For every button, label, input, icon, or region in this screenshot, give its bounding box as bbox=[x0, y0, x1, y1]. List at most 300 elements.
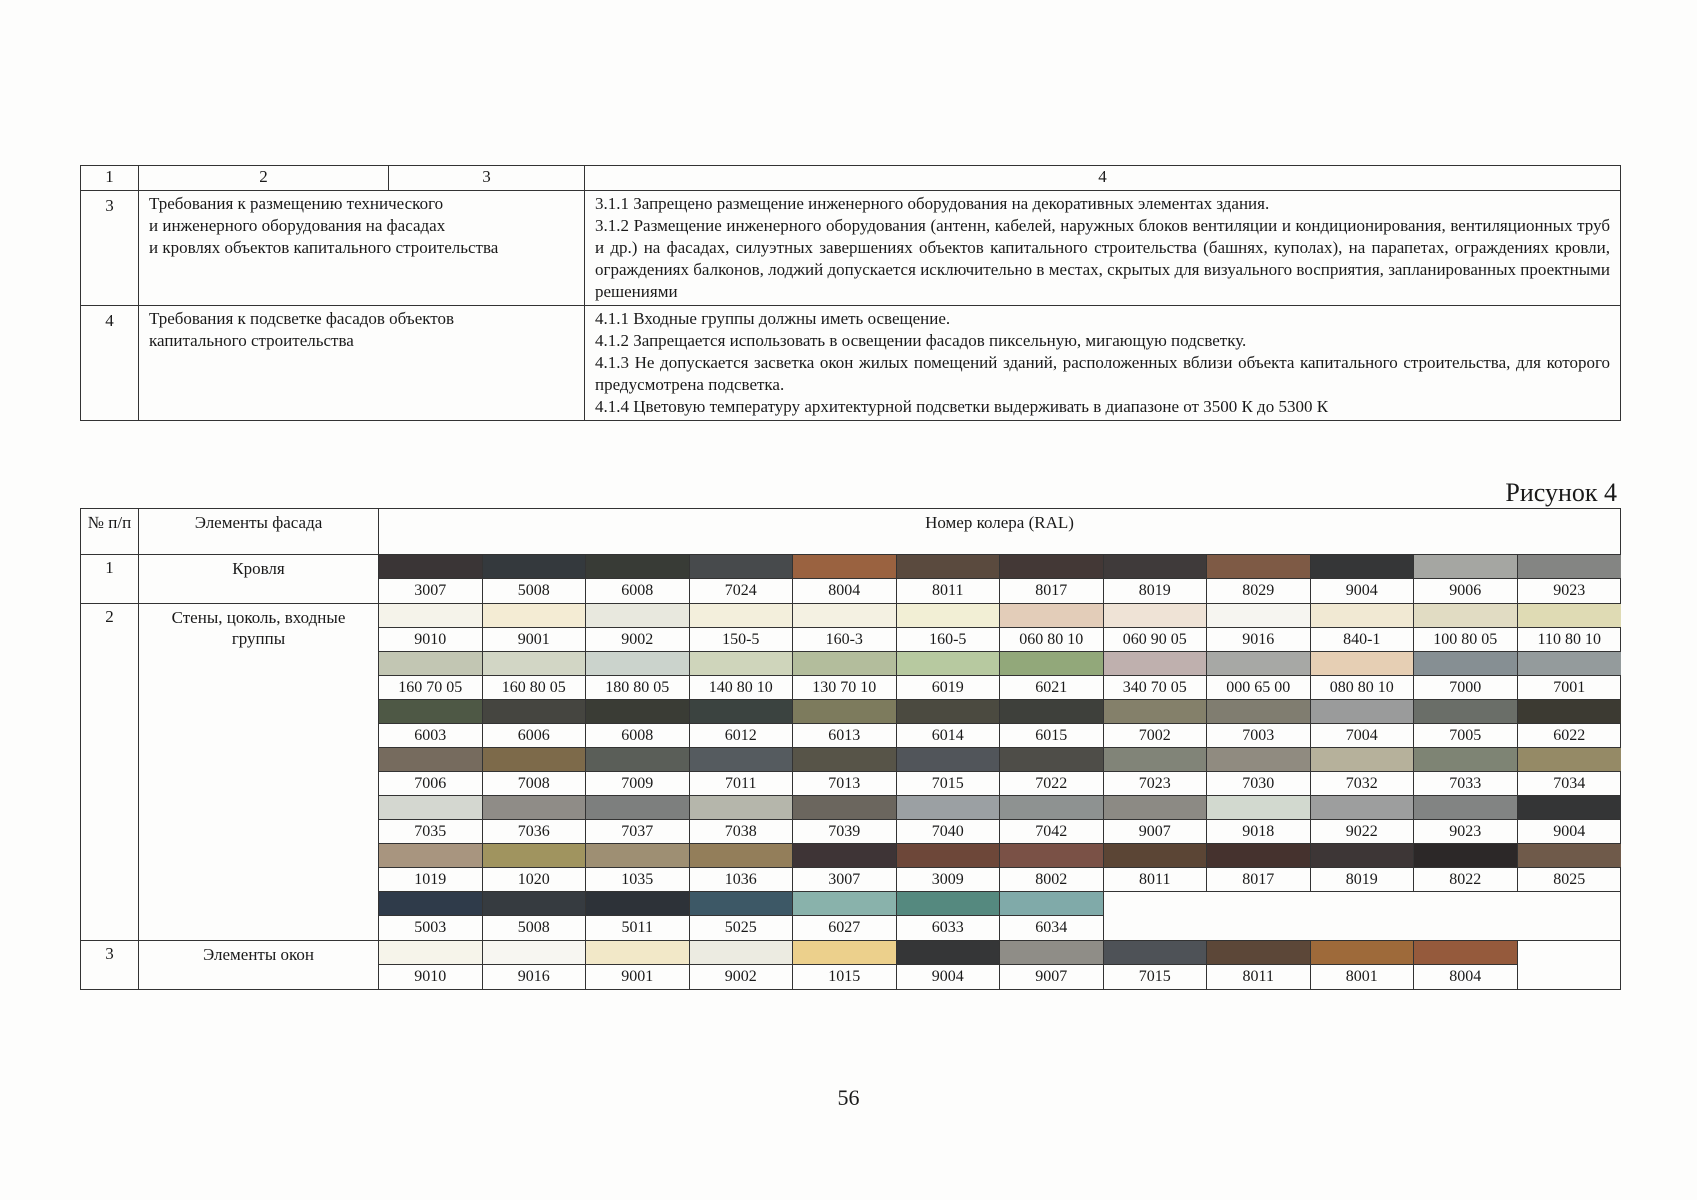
color-swatch bbox=[483, 555, 586, 579]
ral-color-cell bbox=[897, 700, 1001, 748]
color-swatch bbox=[483, 844, 586, 868]
color-swatch bbox=[483, 892, 586, 916]
ral-code: 7008 bbox=[483, 772, 586, 796]
ral-color-cell bbox=[690, 844, 794, 892]
ral-code: 9022 bbox=[1311, 820, 1414, 844]
color-swatch bbox=[1518, 555, 1622, 579]
ral-color-cell bbox=[483, 892, 587, 940]
ral-code: 1036 bbox=[690, 868, 793, 892]
ral-color-cell bbox=[690, 652, 794, 700]
ral-color-cell bbox=[1414, 700, 1518, 748]
ral-code: 7033 bbox=[1414, 772, 1517, 796]
empty-cell bbox=[1414, 892, 1518, 940]
header-cell: 3 bbox=[389, 166, 585, 191]
color-swatch bbox=[483, 604, 586, 628]
ral-color-cell bbox=[897, 892, 1001, 940]
color-swatch bbox=[793, 796, 896, 820]
color-swatch bbox=[379, 844, 482, 868]
ral-color-cell bbox=[793, 892, 897, 940]
ral-color-cell bbox=[1104, 748, 1208, 796]
ral-color-cell bbox=[586, 892, 690, 940]
ral-color-cell bbox=[1000, 748, 1104, 796]
ral-color-cell bbox=[1104, 844, 1208, 892]
header-cell: 1 bbox=[81, 166, 139, 191]
facade-element-name: Кровля bbox=[139, 555, 379, 604]
ral-code: 6027 bbox=[828, 919, 861, 936]
ral-color-cell bbox=[483, 652, 587, 700]
ral-code: 8017 bbox=[1207, 868, 1310, 892]
ral-code: 9016 bbox=[1207, 628, 1310, 652]
ral-code: 6012 bbox=[690, 724, 793, 748]
title-line: Требования к подсветке фасадов объектов bbox=[149, 309, 455, 328]
ral-color-cell bbox=[897, 555, 1001, 603]
ral-color-cell bbox=[1000, 892, 1104, 940]
color-swatch bbox=[897, 892, 1000, 916]
swatch-row bbox=[379, 941, 1620, 989]
ral-code: 7034 bbox=[1518, 772, 1622, 796]
ral-code: 6034 bbox=[1035, 919, 1068, 936]
color-swatch bbox=[586, 941, 689, 965]
ral-color-cell bbox=[1000, 796, 1104, 844]
color-swatch bbox=[897, 652, 1000, 676]
ral-color-cell bbox=[897, 941, 1001, 989]
swatch-row bbox=[379, 844, 1620, 892]
color-swatch bbox=[1311, 555, 1414, 579]
ral-color-cell bbox=[1000, 941, 1104, 989]
color-swatch bbox=[586, 844, 689, 868]
color-swatch bbox=[897, 748, 1000, 772]
color-swatch bbox=[1518, 796, 1622, 820]
ral-code: 7002 bbox=[1104, 724, 1207, 748]
title-line: капитального строительства bbox=[149, 331, 354, 350]
ral-color-cell bbox=[1104, 652, 1208, 700]
ral-color-cell bbox=[1518, 604, 1622, 652]
ral-color-cell bbox=[1311, 604, 1415, 652]
color-swatch bbox=[586, 604, 689, 628]
ral-code: 7015 bbox=[1138, 968, 1171, 985]
color-swatch bbox=[379, 652, 482, 676]
color-swatch bbox=[379, 892, 482, 916]
color-swatch bbox=[483, 941, 586, 965]
ral-code: 8011 bbox=[932, 582, 964, 599]
color-swatch bbox=[586, 700, 689, 724]
ral-color-cell bbox=[690, 700, 794, 748]
ral-color-cell bbox=[1414, 652, 1518, 700]
color-swatch bbox=[1414, 796, 1517, 820]
ral-code: 7000 bbox=[1414, 676, 1517, 700]
color-swatch bbox=[379, 700, 482, 724]
ral-color-cell bbox=[1000, 652, 1104, 700]
ral-code: 7023 bbox=[1104, 772, 1207, 796]
color-swatch bbox=[1104, 652, 1207, 676]
ral-color-cell bbox=[1414, 941, 1518, 989]
ral-color-cell bbox=[379, 748, 483, 796]
ral-code: 1019 bbox=[379, 868, 482, 892]
color-swatch bbox=[793, 748, 896, 772]
color-swatch bbox=[1518, 748, 1622, 772]
requirements-table-header bbox=[81, 166, 1621, 191]
color-swatch bbox=[1000, 796, 1103, 820]
ral-color-cell bbox=[379, 941, 483, 989]
title-line: и инженерного оборудования на фасадах bbox=[149, 216, 446, 235]
color-swatch bbox=[1207, 892, 1311, 916]
color-swatch bbox=[483, 700, 586, 724]
color-swatch bbox=[1311, 652, 1414, 676]
ral-code: 6015 bbox=[1000, 724, 1103, 748]
ral-color-cell bbox=[586, 796, 690, 844]
color-swatch-grid bbox=[379, 604, 1621, 941]
table-row bbox=[81, 604, 1621, 941]
ral-code: 7039 bbox=[793, 820, 896, 844]
ral-code: 000 65 00 bbox=[1207, 676, 1310, 700]
color-swatch bbox=[483, 748, 586, 772]
ral-color-cell bbox=[379, 796, 483, 844]
requirement-item: 4.1.4 Цветовую температуру архитектурной подсветки выдерживать в диапазоне от 3500 К до 5300 К bbox=[595, 397, 1329, 416]
ral-code: 9007 bbox=[1035, 968, 1068, 985]
color-swatch bbox=[690, 748, 793, 772]
ral-color-cell bbox=[379, 604, 483, 652]
ral-color-cell bbox=[690, 941, 794, 989]
requirement-title bbox=[139, 306, 585, 421]
color-swatch bbox=[1414, 700, 1517, 724]
color-swatch bbox=[793, 892, 896, 916]
ral-code: 6008 bbox=[621, 582, 654, 599]
color-swatch bbox=[586, 796, 689, 820]
ral-code: 6019 bbox=[897, 676, 1000, 700]
requirement-item: 3.1.2 Размещение инженерного оборудования (антенн, кабелей, наружных блоков вентиляции и кондиционирования, вентиляционных труб и др.) на фасадах, силуэтных завершениях объектов капитального строительства (башнях, куполах), на парапетах, ограждениях кровли, ограждениях балконов, лоджий допускается исключительно в местах, скрытых для визуального восприятия, запланированных проектными решениями bbox=[595, 216, 1610, 301]
ral-color-cell bbox=[1104, 604, 1208, 652]
color-swatch bbox=[1311, 700, 1414, 724]
ral-code: 9007 bbox=[1104, 820, 1207, 844]
color-swatch bbox=[1414, 555, 1517, 579]
color-swatch bbox=[1311, 748, 1414, 772]
color-swatch bbox=[379, 796, 482, 820]
color-swatch bbox=[1311, 844, 1414, 868]
color-swatch bbox=[379, 604, 482, 628]
ral-code: 7015 bbox=[897, 772, 1000, 796]
ral-code: 9023 bbox=[1414, 820, 1517, 844]
ral-code: 3009 bbox=[897, 868, 1000, 892]
ral-code: 9004 bbox=[1518, 820, 1622, 844]
ral-code: 8022 bbox=[1414, 868, 1517, 892]
empty-cell bbox=[1518, 892, 1622, 940]
ral-color-cell bbox=[1311, 652, 1415, 700]
color-swatch bbox=[1207, 555, 1310, 579]
ral-color-cell bbox=[586, 748, 690, 796]
ral-code: 7013 bbox=[793, 772, 896, 796]
ral-color-cell bbox=[1207, 555, 1311, 603]
color-swatch bbox=[1104, 892, 1208, 916]
section-number: 2 bbox=[81, 604, 139, 941]
ral-color-cell bbox=[897, 844, 1001, 892]
ral-code: 6008 bbox=[586, 724, 689, 748]
ral-code: 8011 bbox=[1104, 868, 1207, 892]
ral-color-cell bbox=[690, 604, 794, 652]
color-swatch-grid bbox=[379, 555, 1621, 604]
ral-color-cell bbox=[379, 652, 483, 700]
requirement-item: 4.1.1 Входные группы должны иметь освещение. bbox=[595, 309, 951, 328]
ral-color-cell bbox=[1207, 700, 1311, 748]
color-swatch bbox=[1000, 555, 1103, 579]
header-ral: Номер колера (RAL) bbox=[379, 509, 1621, 555]
ral-code: 7038 bbox=[690, 820, 793, 844]
color-swatch bbox=[897, 700, 1000, 724]
color-swatch bbox=[1104, 748, 1207, 772]
color-swatch bbox=[897, 844, 1000, 868]
ral-color-cell bbox=[1207, 604, 1311, 652]
ral-color-cell bbox=[1000, 604, 1104, 652]
facade-element-name: Элементы окон bbox=[139, 941, 379, 990]
requirement-title bbox=[139, 191, 585, 306]
color-swatch bbox=[793, 941, 896, 965]
color-swatch bbox=[1207, 748, 1310, 772]
ral-color-cell bbox=[690, 796, 794, 844]
color-swatch-grid bbox=[379, 941, 1621, 990]
color-swatch bbox=[793, 652, 896, 676]
row-number: 4 bbox=[81, 306, 139, 421]
ral-code: 160 80 05 bbox=[483, 676, 586, 700]
ral-code: 8019 bbox=[1311, 868, 1414, 892]
ral-code: 7032 bbox=[1311, 772, 1414, 796]
swatch-row bbox=[379, 748, 1620, 796]
color-swatch bbox=[1104, 796, 1207, 820]
empty-cell bbox=[1207, 892, 1311, 940]
color-swatch bbox=[1414, 604, 1517, 628]
color-swatch bbox=[1311, 892, 1415, 916]
ral-color-cell bbox=[897, 652, 1001, 700]
ral-code: 5003 bbox=[414, 919, 447, 936]
color-swatch bbox=[690, 700, 793, 724]
ral-code: 8011 bbox=[1242, 968, 1274, 985]
color-swatch bbox=[1000, 604, 1103, 628]
ral-code: 9018 bbox=[1207, 820, 1310, 844]
ral-code: 5008 bbox=[517, 919, 550, 936]
ral-color-cell bbox=[897, 796, 1001, 844]
ral-color-cell bbox=[793, 555, 897, 603]
title-line: Требования к размещению технического bbox=[149, 194, 444, 213]
ral-code: 8029 bbox=[1242, 582, 1275, 599]
header-cell: 2 bbox=[139, 166, 389, 191]
ral-code: 7005 bbox=[1414, 724, 1517, 748]
ral-code: 6022 bbox=[1518, 724, 1622, 748]
ral-code: 1020 bbox=[483, 868, 586, 892]
ral-color-cell bbox=[586, 844, 690, 892]
ral-color-cell bbox=[690, 892, 794, 940]
ral-color-cell bbox=[1207, 844, 1311, 892]
ral-code: 060 80 10 bbox=[1000, 628, 1103, 652]
color-swatch bbox=[586, 652, 689, 676]
ral-color-cell bbox=[1414, 844, 1518, 892]
ral-color-cell bbox=[1104, 555, 1208, 603]
ral-code: 7006 bbox=[379, 772, 482, 796]
requirements-table bbox=[80, 165, 1621, 421]
ral-code: 1015 bbox=[828, 968, 861, 985]
color-swatch bbox=[586, 748, 689, 772]
ral-color-cell bbox=[793, 941, 897, 989]
table-row bbox=[81, 941, 1621, 990]
color-swatch bbox=[1000, 748, 1103, 772]
ral-color-cell bbox=[586, 941, 690, 989]
ral-code: 160 70 05 bbox=[379, 676, 482, 700]
ral-code: 9016 bbox=[517, 968, 550, 985]
ral-code: 8001 bbox=[1345, 968, 1378, 985]
ral-color-cell bbox=[1518, 844, 1622, 892]
table-row bbox=[81, 191, 1621, 306]
color-swatch bbox=[1207, 604, 1310, 628]
ral-code: 060 90 05 bbox=[1104, 628, 1207, 652]
ral-code: 110 80 10 bbox=[1518, 628, 1622, 652]
swatch-row bbox=[379, 652, 1620, 700]
ral-code: 160-3 bbox=[793, 628, 896, 652]
color-swatch bbox=[690, 555, 793, 579]
ral-code: 100 80 05 bbox=[1414, 628, 1517, 652]
color-swatch bbox=[1207, 700, 1310, 724]
ral-color-cell bbox=[793, 652, 897, 700]
ral-color-cell bbox=[586, 604, 690, 652]
color-swatch bbox=[586, 892, 689, 916]
ral-color-cell bbox=[1518, 555, 1622, 603]
ral-code: 6006 bbox=[483, 724, 586, 748]
color-swatch bbox=[690, 796, 793, 820]
ral-color-cell bbox=[1414, 604, 1518, 652]
ral-color-cell bbox=[483, 700, 587, 748]
color-swatch bbox=[690, 892, 793, 916]
title-line: и кровлях объектов капитального строительства bbox=[149, 238, 499, 257]
ral-code bbox=[1518, 965, 1622, 989]
ral-code: 7003 bbox=[1207, 724, 1310, 748]
ral-code: 6021 bbox=[1000, 676, 1103, 700]
ral-code bbox=[1207, 916, 1311, 940]
ral-code: 9001 bbox=[483, 628, 586, 652]
ral-code bbox=[1518, 916, 1622, 940]
ral-color-cell bbox=[1104, 700, 1208, 748]
ral-color-cell bbox=[379, 844, 483, 892]
color-swatch bbox=[897, 796, 1000, 820]
ral-color-cell bbox=[1207, 652, 1311, 700]
color-swatch bbox=[1207, 844, 1310, 868]
page-number: 56 bbox=[837, 1085, 860, 1110]
color-swatch bbox=[1414, 844, 1517, 868]
header-elements: Элементы фасада bbox=[139, 509, 379, 555]
ral-color-cell bbox=[793, 700, 897, 748]
color-swatch bbox=[1207, 796, 1310, 820]
color-swatch bbox=[379, 748, 482, 772]
color-swatch bbox=[1207, 652, 1310, 676]
color-swatch bbox=[897, 941, 1000, 965]
ral-color-cell bbox=[483, 796, 587, 844]
color-swatch bbox=[1414, 652, 1517, 676]
color-swatch bbox=[586, 555, 689, 579]
color-swatch bbox=[1311, 604, 1414, 628]
ral-code: 9002 bbox=[586, 628, 689, 652]
ral-code: 7035 bbox=[379, 820, 482, 844]
ral-color-cell bbox=[1207, 941, 1311, 989]
ral-color-cell bbox=[1311, 796, 1415, 844]
ral-color-cell bbox=[1104, 796, 1208, 844]
ral-code: 8025 bbox=[1518, 868, 1622, 892]
ral-code: 150-5 bbox=[690, 628, 793, 652]
ral-color-cell bbox=[1207, 796, 1311, 844]
swatch-row bbox=[379, 892, 1620, 940]
color-swatch bbox=[1518, 700, 1622, 724]
ral-code: 7024 bbox=[724, 582, 757, 599]
ral-code: 8002 bbox=[1000, 868, 1103, 892]
color-swatch bbox=[379, 555, 482, 579]
ral-color-table bbox=[80, 508, 1621, 990]
ral-color-cell bbox=[793, 604, 897, 652]
color-swatch bbox=[793, 844, 896, 868]
color-swatch bbox=[1000, 700, 1103, 724]
color-swatch bbox=[1104, 700, 1207, 724]
ral-color-cell bbox=[690, 748, 794, 796]
ral-color-cell bbox=[1311, 555, 1415, 603]
facade-element-name: Стены, цоколь, входные группы bbox=[139, 604, 379, 941]
color-swatch bbox=[1518, 604, 1622, 628]
ral-code: 180 80 05 bbox=[586, 676, 689, 700]
color-swatch bbox=[1311, 941, 1414, 965]
color-swatch bbox=[483, 652, 586, 676]
color-swatch bbox=[1414, 748, 1517, 772]
swatch-row bbox=[379, 700, 1620, 748]
ral-color-cell bbox=[897, 604, 1001, 652]
color-swatch bbox=[1000, 941, 1103, 965]
ral-color-cell bbox=[586, 652, 690, 700]
ral-code: 9004 bbox=[1345, 582, 1378, 599]
color-swatch bbox=[1414, 892, 1518, 916]
ral-code: 9010 bbox=[414, 968, 447, 985]
ral-code: 9006 bbox=[1449, 582, 1482, 599]
ral-code: 1035 bbox=[586, 868, 689, 892]
ral-color-cell bbox=[586, 555, 690, 603]
section-number: 3 bbox=[81, 941, 139, 990]
requirement-item: 3.1.1 Запрещено размещение инженерного оборудования на декоративных элементах здания. bbox=[595, 194, 1270, 213]
ral-code: 8004 bbox=[828, 582, 861, 599]
ral-color-cell bbox=[793, 748, 897, 796]
ral-color-cell bbox=[793, 796, 897, 844]
ral-color-cell bbox=[586, 700, 690, 748]
requirement-item: 4.1.3 Не допускается засветка окон жилых помещений зданий, расположенных вблизи объекта капитального строительства, для которого предусмотрена подсветка. bbox=[595, 353, 1610, 394]
ral-code: 6033 bbox=[931, 919, 964, 936]
ral-color-cell bbox=[483, 748, 587, 796]
ral-code: 6013 bbox=[793, 724, 896, 748]
row-number: 3 bbox=[81, 191, 139, 306]
empty-cell bbox=[1104, 892, 1208, 940]
ral-code: 340 70 05 bbox=[1104, 676, 1207, 700]
requirement-description bbox=[585, 306, 1621, 421]
ral-color-cell bbox=[483, 555, 587, 603]
ral-color-cell bbox=[1311, 748, 1415, 796]
ral-code: 130 70 10 bbox=[793, 676, 896, 700]
color-swatch bbox=[1000, 892, 1103, 916]
color-swatch bbox=[1518, 892, 1622, 916]
color-swatch bbox=[1104, 604, 1207, 628]
color-swatch bbox=[690, 844, 793, 868]
ral-color-cell bbox=[1207, 748, 1311, 796]
color-swatch bbox=[690, 652, 793, 676]
ral-code: 7030 bbox=[1207, 772, 1310, 796]
ral-code: 3007 bbox=[793, 868, 896, 892]
color-swatch bbox=[1000, 844, 1103, 868]
ral-code: 7022 bbox=[1000, 772, 1103, 796]
color-swatch bbox=[897, 604, 1000, 628]
ral-code: 8019 bbox=[1138, 582, 1171, 599]
ral-color-cell bbox=[1414, 555, 1518, 603]
color-swatch bbox=[897, 555, 1000, 579]
ral-code: 9002 bbox=[724, 968, 757, 985]
color-swatch bbox=[793, 555, 896, 579]
ral-color-cell bbox=[1311, 700, 1415, 748]
ral-color-cell bbox=[1104, 941, 1208, 989]
